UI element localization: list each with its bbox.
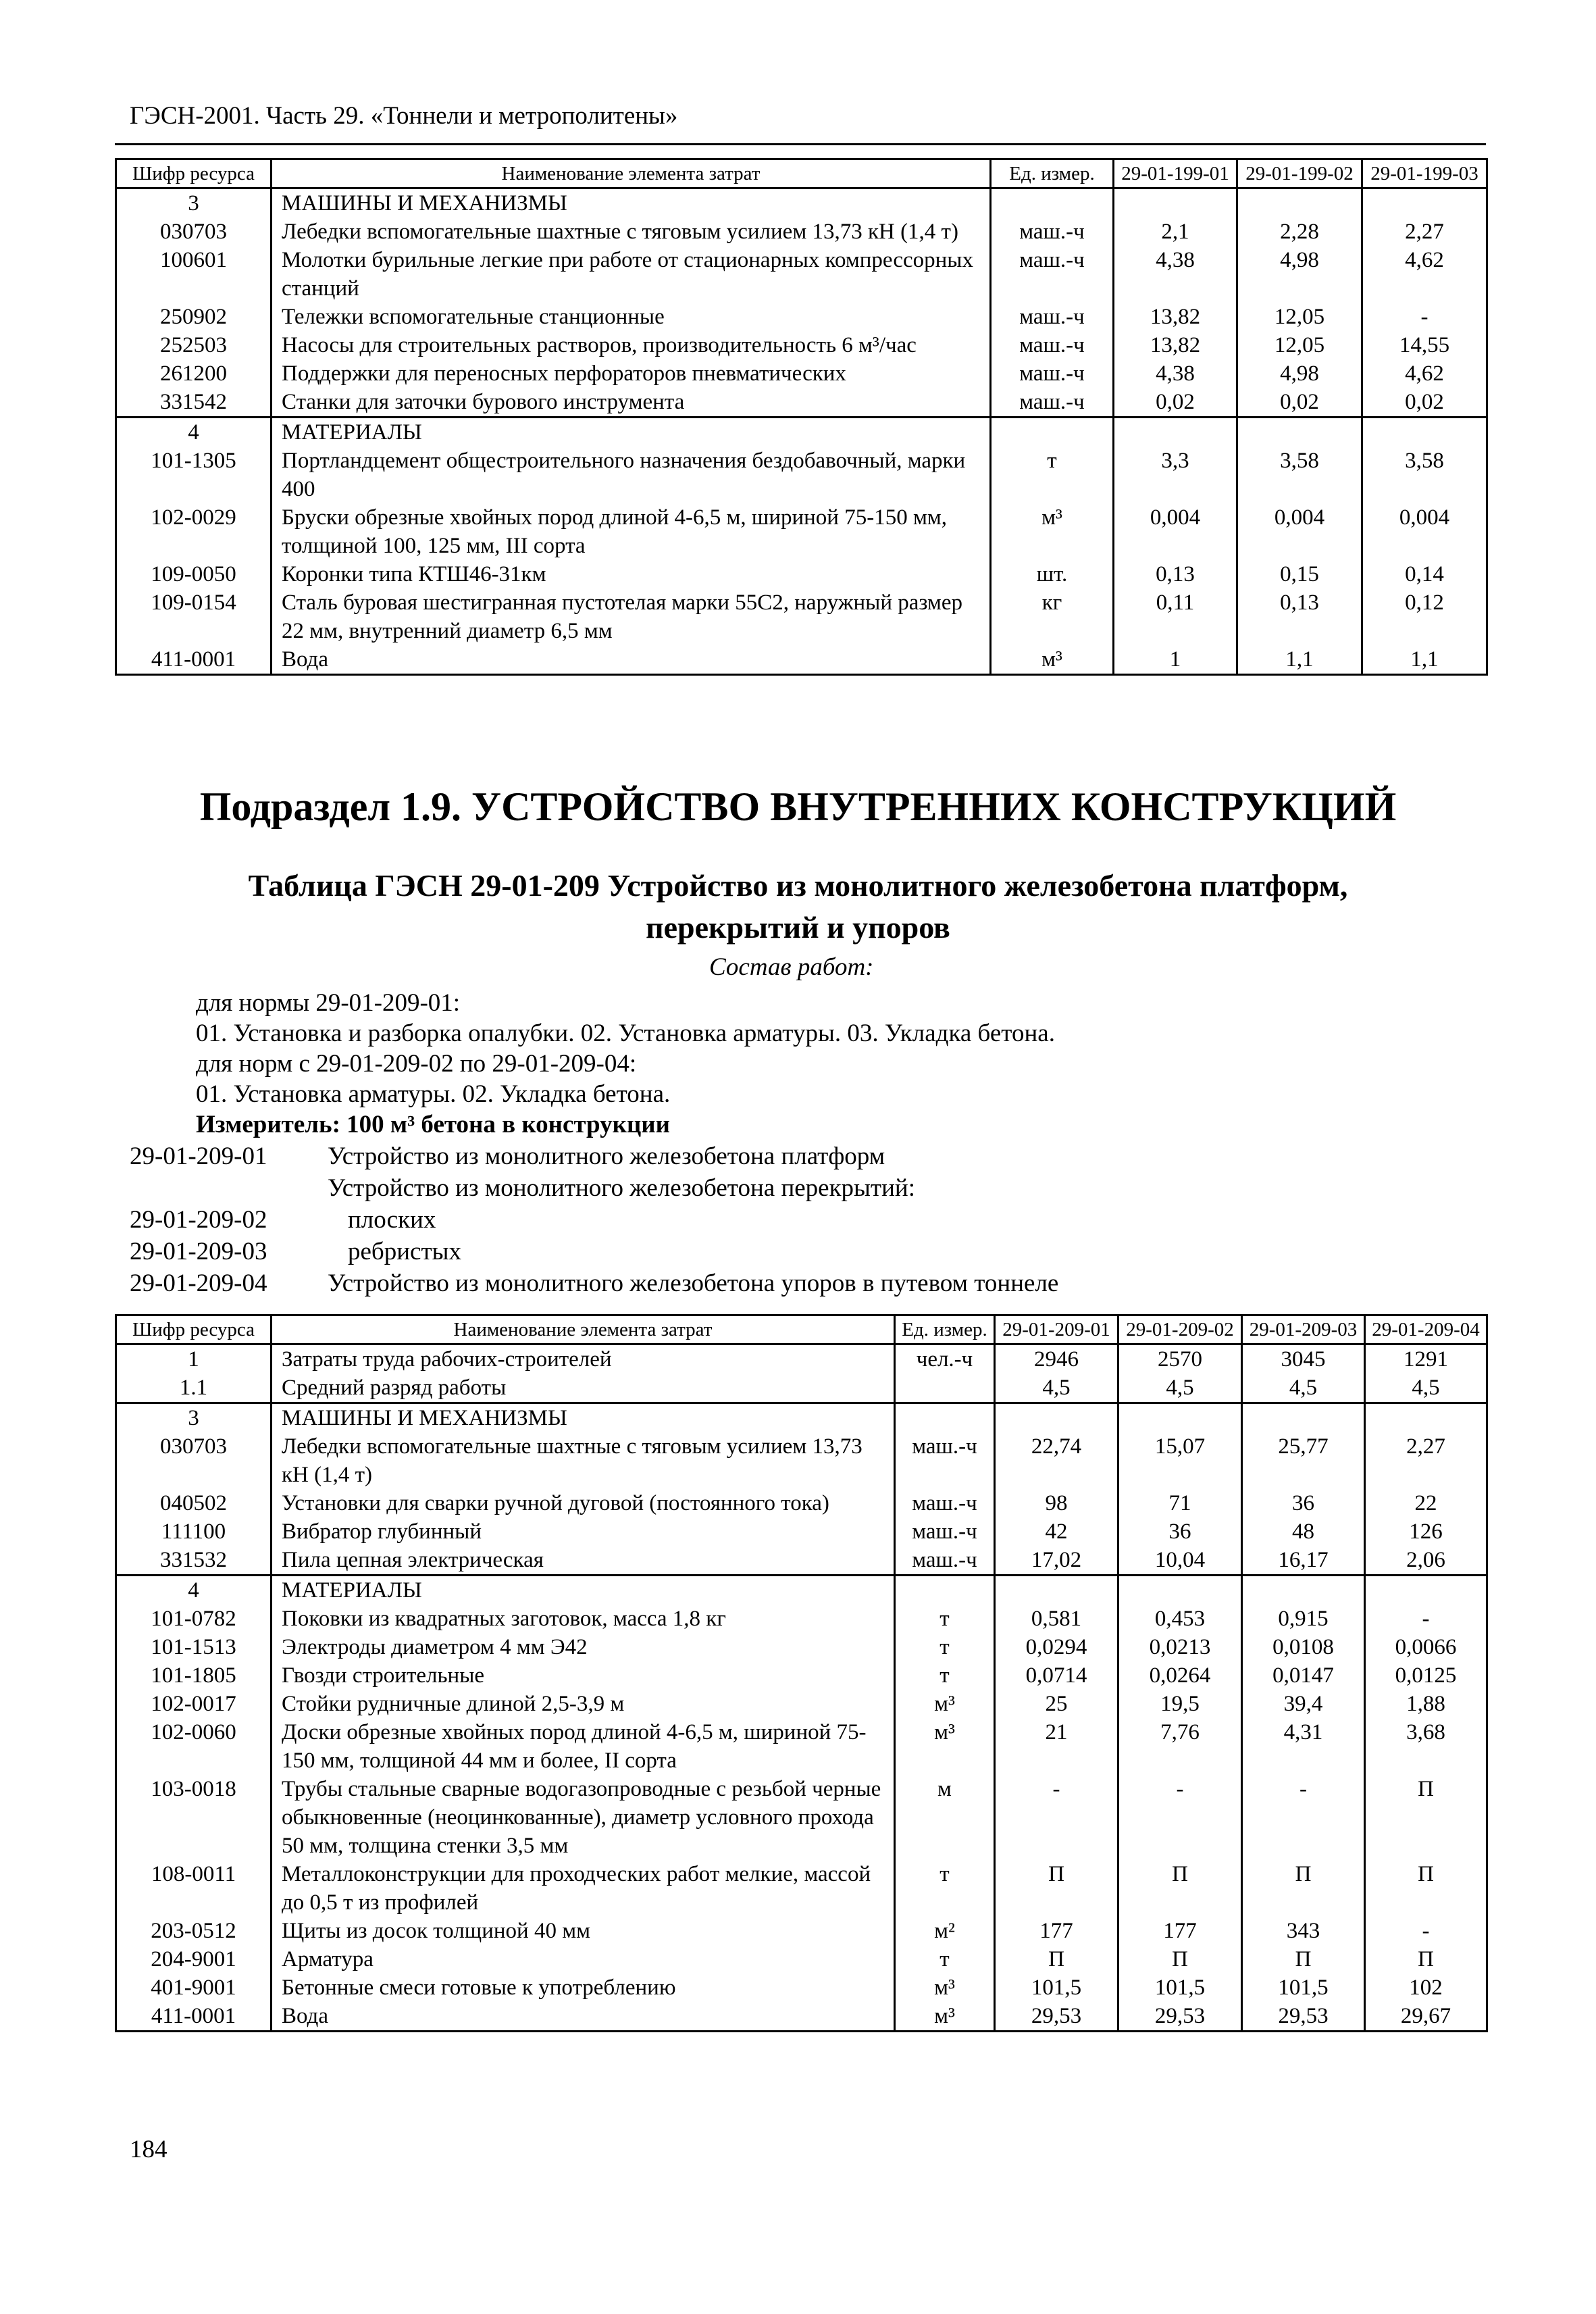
resource-value: - [1365,1917,1487,1945]
resource-value: 0,0066 [1365,1633,1487,1661]
resource-value: 12,05 [1237,303,1362,331]
resource-value: 2,1 [1114,218,1237,246]
resource-code: 101-1305 [116,447,272,503]
resource-value: 71 [1118,1489,1242,1517]
resource-value: 0,0264 [1118,1661,1242,1690]
norm-code: 29-01-209-04 [130,1269,267,1297]
resource-value: 4,5 [1118,1374,1242,1403]
table-row [116,1661,1487,1690]
resource-value: 0,02 [1237,388,1362,418]
table-row [116,1718,1487,1775]
table-body [116,1344,1487,2032]
table-row [116,1546,1487,1576]
section-title: МАШИНЫ И МЕХАНИЗМЫ [272,1403,895,1433]
resource-value: 0,004 [1362,503,1487,560]
resource-value: 0,581 [995,1605,1118,1633]
section-title: МАТЕРИАЛЫ [272,1576,895,1605]
resource-value: 126 [1365,1517,1487,1546]
section-code: 4 [116,418,272,447]
section-value [1237,188,1362,218]
resource-value: 0,004 [1114,503,1237,560]
resource-unit: маш.-ч [991,246,1114,303]
resource-value: 0,12 [1362,588,1487,645]
resource-value: 343 [1242,1917,1365,1945]
resource-code: 411-0001 [116,2002,272,2032]
resource-unit: маш.-ч [991,218,1114,246]
section-value [1118,1403,1242,1433]
section-header-row [116,1403,1487,1433]
resource-value: 48 [1242,1517,1365,1546]
resource-value: 12,05 [1237,331,1362,359]
section-unit [991,188,1114,218]
table-row [116,1945,1487,1973]
resource-name: Сталь буровая шестигранная пустотелая марки 55С2, наружный размер 22 мм, внутренний диаметр 6,5 мм [272,588,991,645]
table-row [116,218,1487,246]
section-value [1114,188,1237,218]
section-value [1362,418,1487,447]
header-name: Наименование элемента затрат [272,159,991,188]
section-value [1365,1403,1487,1433]
resource-value: 36 [1242,1489,1365,1517]
resource-name: Арматура [272,1945,895,1973]
table-row [116,1517,1487,1546]
resource-unit: маш.-ч [895,1546,995,1576]
table-row [116,1917,1487,1945]
resource-code: 252503 [116,331,272,359]
resource-value: 101,5 [1242,1973,1365,2002]
table-row [116,1489,1487,1517]
norm-text: Устройство из монолитного железобетона перекрытий: [328,1174,915,1202]
section-header-row [116,188,1487,218]
resource-unit: т [895,1605,995,1633]
header-norm-col: 29-01-199-02 [1237,159,1362,188]
table-row [116,1860,1487,1917]
header-name: Наименование элемента затрат [272,1315,895,1344]
resource-value: 29,67 [1365,2002,1487,2032]
resource-value: 0,0108 [1242,1633,1365,1661]
section-value [995,1403,1118,1433]
section-header-row [116,1344,1487,1374]
resource-name: Вода [272,645,991,675]
resource-value: П [1118,1945,1242,1973]
resource-unit: шт. [991,560,1114,588]
resource-value: 42 [995,1517,1118,1546]
resource-code: 203-0512 [116,1917,272,1945]
resource-value: - [1362,303,1487,331]
resource-code: 100601 [116,246,272,303]
section-value [1237,418,1362,447]
resource-value: 25,77 [1242,1432,1365,1489]
resource-code: 102-0060 [116,1718,272,1775]
table-header-row [116,159,1487,188]
table-row [116,303,1487,331]
resource-value: 1,1 [1362,645,1487,675]
resource-value: 29,53 [1242,2002,1365,2032]
section-unit: чел.-ч [895,1344,995,1374]
table-row [116,503,1487,560]
resource-name: Лебедки вспомогательные шахтные с тяговым усилием 13,73 кН (1,4 т) [272,1432,895,1489]
resource-value: - [1242,1775,1365,1860]
work-line: для норм с 29-01-209-02 по 29-01-209-04: [196,1050,637,1078]
header-unit: Ед. измер. [991,159,1114,188]
resource-name: Бруски обрезные хвойных пород длиной 4-6,5 м, шириной 75-150 мм, толщиной 100, 125 мм, III сорта [272,503,991,560]
resource-code: 040502 [116,1489,272,1517]
resource-code: 109-0050 [116,560,272,588]
header-code: Шифр ресурса [116,159,272,188]
resource-unit: м² [895,1917,995,1945]
resource-name: Лебедки вспомогательные шахтные с тяговым усилием 13,73 кН (1,4 т) [272,218,991,246]
resource-code: 103-0018 [116,1775,272,1860]
resource-value: 3,58 [1362,447,1487,503]
subsection-title: Подраздел 1.9. УСТРОЙСТВО ВНУТРЕННИХ КОНСТРУКЦИЙ [199,784,1397,829]
resource-value: 1,88 [1365,1690,1487,1718]
resource-code: 111100 [116,1517,272,1546]
resource-value: 4,31 [1242,1718,1365,1775]
resource-value: 3,68 [1365,1718,1487,1775]
resource-value: П [1242,1860,1365,1917]
resource-code: 108-0011 [116,1860,272,1917]
resource-name: Станки для заточки бурового инструмента [272,388,991,418]
table-body [116,188,1487,675]
resource-value: 17,02 [995,1546,1118,1576]
resource-value: 16,17 [1242,1546,1365,1576]
table-title [101,865,1495,949]
resource-value: 102 [1365,1973,1487,2002]
resource-code: 101-0782 [116,1605,272,1633]
resource-value: 101,5 [1118,1973,1242,2002]
norm-text: Устройство из монолитного железобетона платформ [328,1142,885,1170]
resource-name: Коронки типа КТШ46-31км [272,560,991,588]
resource-value: П [995,1860,1118,1917]
section-header-row [116,1576,1487,1605]
table-row [116,447,1487,503]
resource-name: Вода [272,2002,895,2032]
resource-value: 0,14 [1362,560,1487,588]
resource-value: 13,82 [1114,331,1237,359]
resource-value: 0,0294 [995,1633,1118,1661]
table-row [116,560,1487,588]
section-title: МАТЕРИАЛЫ [272,418,991,447]
resource-value: 29,53 [995,2002,1118,2032]
resource-value: 4,62 [1362,246,1487,303]
resource-unit: м³ [991,503,1114,560]
resource-name: Установки для сварки ручной дуговой (постоянного тока) [272,1489,895,1517]
resource-value: 98 [995,1489,1118,1517]
table-row [116,1605,1487,1633]
resource-unit [895,1374,995,1403]
norm-text: ребристых [348,1238,461,1265]
resource-value: 0,13 [1237,588,1362,645]
section-unit [991,418,1114,447]
resource-value: - [1118,1775,1242,1860]
table-row [116,331,1487,359]
header-rule [115,143,1486,145]
resource-unit: м³ [991,645,1114,675]
resource-name: Металлоконструкции для проходческих работ мелкие, массой до 0,5 т из профилей [272,1860,895,1917]
norm-code: 29-01-209-03 [130,1238,267,1265]
section-value [1242,1576,1365,1605]
table-row [116,1690,1487,1718]
resource-value: 0,004 [1237,503,1362,560]
resource-name: Стойки рудничные длиной 2,5-3,9 м [272,1690,895,1718]
table-row [116,1633,1487,1661]
header-norm-col: 29-01-199-03 [1362,159,1487,188]
resource-value: 0,15 [1237,560,1362,588]
table-row [116,1374,1487,1403]
work-line: 01. Установка и разборка опалубки. 02. Установка арматуры. 03. Укладка бетона. [196,1020,1055,1047]
resource-unit: т [895,1860,995,1917]
resource-value: 0,0147 [1242,1661,1365,1690]
resource-value: П [1365,1860,1487,1917]
resource-unit: т [895,1945,995,1973]
header-unit: Ед. измер. [895,1315,995,1344]
resource-value: 0,915 [1242,1605,1365,1633]
resource-value: 4,62 [1362,359,1487,388]
header-norm-col: 29-01-209-04 [1365,1315,1487,1344]
resource-code: 411-0001 [116,645,272,675]
work-line: 01. Установка арматуры. 02. Укладка бетона. [196,1080,671,1108]
resource-value: 4,5 [1365,1374,1487,1403]
resource-code: 101-1805 [116,1661,272,1690]
resource-unit: маш.-ч [991,303,1114,331]
section-value: 2946 [995,1344,1118,1374]
resource-value: 4,98 [1237,246,1362,303]
resource-name: Поковки из квадратных заготовок, масса 1,8 кг [272,1605,895,1633]
resource-value: 29,53 [1118,2002,1242,2032]
table-row [116,588,1487,645]
resource-unit: т [895,1633,995,1661]
resource-value: - [995,1775,1118,1860]
resource-value: 0,13 [1114,560,1237,588]
resource-name: Бетонные смеси готовые к употреблению [272,1973,895,2002]
resource-value: 177 [995,1917,1118,1945]
resource-value: 7,76 [1118,1718,1242,1775]
header-norm-col: 29-01-199-01 [1114,159,1237,188]
section-value [1118,1576,1242,1605]
resource-value: 177 [1118,1917,1242,1945]
table-title-line: перекрытий и упоров [646,910,950,945]
resource-code: 204-9001 [116,1945,272,1973]
section-code: 4 [116,1576,272,1605]
resource-name: Трубы стальные сварные водогазопроводные с резьбой черные обыкновенные (неоцинкованные), диаметр условного прохода 50 мм, толщина стенки 3,5 мм [272,1775,895,1860]
section-code: 1 [116,1344,272,1374]
resource-value: 0,453 [1118,1605,1242,1633]
resource-unit: м³ [895,1690,995,1718]
resource-name: Тележки вспомогательные станционные [272,303,991,331]
resource-code: 102-0017 [116,1690,272,1718]
resource-name: Доски обрезные хвойных пород длиной 4-6,5 м, шириной 75-150 мм, толщиной 44 мм и более, II сорта [272,1718,895,1775]
header-norm-col: 29-01-209-01 [995,1315,1118,1344]
resource-value: П [1365,1775,1487,1860]
resource-value: 36 [1118,1517,1242,1546]
resource-value: 0,02 [1114,388,1237,418]
resource-unit: т [991,447,1114,503]
resource-code: 250902 [116,303,272,331]
section-title: МАШИНЫ И МЕХАНИЗМЫ [272,188,991,218]
section-code: 3 [116,188,272,218]
resource-name: Вибратор глубинный [272,1517,895,1546]
resource-unit: м³ [895,1973,995,2002]
resource-value: 1,1 [1237,645,1362,675]
resource-code: 109-0154 [116,588,272,645]
resource-value: 4,98 [1237,359,1362,388]
resource-code: 030703 [116,1432,272,1489]
resource-unit: т [895,1661,995,1690]
header-code: Шифр ресурса [116,1315,272,1344]
norm-text: Устройство из монолитного железобетона упоров в путевом тоннеле [328,1269,1059,1297]
resource-unit: м [895,1775,995,1860]
resource-code: 101-1513 [116,1633,272,1661]
section-code: 3 [116,1403,272,1433]
section-value [1242,1403,1365,1433]
resource-unit: кг [991,588,1114,645]
resource-unit: м³ [895,1718,995,1775]
section-title: Затраты труда рабочих-строителей [272,1344,895,1374]
section-value [1365,1576,1487,1605]
resource-name: Гвозди строительные [272,1661,895,1690]
works-heading: Состав работ: [709,953,874,981]
resource-unit: маш.-ч [991,388,1114,418]
resource-value: 25 [995,1690,1118,1718]
resource-value: 2,27 [1362,218,1487,246]
resource-code: 331542 [116,388,272,418]
resource-value: 19,5 [1118,1690,1242,1718]
resource-unit: маш.-ч [895,1489,995,1517]
resource-name: Поддержки для переносных перфораторов пневматических [272,359,991,388]
header-norm-col: 29-01-209-02 [1118,1315,1242,1344]
resource-unit: маш.-ч [991,359,1114,388]
resource-name: Щиты из досок толщиной 40 мм [272,1917,895,1945]
resource-code: 261200 [116,359,272,388]
resource-value: 1 [1114,645,1237,675]
resource-value: 3,58 [1237,447,1362,503]
resource-value: 2,06 [1365,1546,1487,1576]
resource-value: 10,04 [1118,1546,1242,1576]
resource-value: 4,5 [995,1374,1118,1403]
resource-value: 101,5 [995,1973,1118,2002]
resource-value: П [1242,1945,1365,1973]
resource-value: П [995,1945,1118,1973]
table-row [116,388,1487,418]
section-value [1114,418,1237,447]
resource-code: 102-0029 [116,503,272,560]
resource-unit: маш.-ч [895,1432,995,1489]
resource-value: 0,0213 [1118,1633,1242,1661]
resource-table-199 [115,158,1488,676]
table-header-row [116,1315,1487,1344]
resource-value: 21 [995,1718,1118,1775]
header-norm-col: 29-01-209-03 [1242,1315,1365,1344]
norm-code: 29-01-209-02 [130,1206,267,1234]
table-row [116,359,1487,388]
section-unit [895,1576,995,1605]
resource-code: 1.1 [116,1374,272,1403]
resource-name: Портландцемент общестроительного назначения бездобавочный, марки 400 [272,447,991,503]
resource-value: П [1118,1860,1242,1917]
resource-value: П [1365,1945,1487,1973]
resource-value: 14,55 [1362,331,1487,359]
resource-table-209 [115,1314,1488,2032]
section-value [1362,188,1487,218]
table-title-line: Таблица ГЭСН 29-01-209 Устройство из монолитного железобетона платформ, [248,868,1348,903]
resource-value: 4,5 [1242,1374,1365,1403]
table-row [116,2002,1487,2032]
resource-name: Насосы для строительных растворов, производительность 6 м³/час [272,331,991,359]
page-number: 184 [130,2136,168,2163]
section-value: 3045 [1242,1344,1365,1374]
resource-code: 331532 [116,1546,272,1576]
resource-unit: маш.-ч [895,1517,995,1546]
resource-value: 0,02 [1362,388,1487,418]
resource-value: 13,82 [1114,303,1237,331]
section-header-row [116,418,1487,447]
resource-value: 15,07 [1118,1432,1242,1489]
section-unit [895,1403,995,1433]
resource-name: Электроды диаметром 4 мм Э42 [272,1633,895,1661]
table-row [116,1775,1487,1860]
resource-name: Средний разряд работы [272,1374,895,1403]
norm-code: 29-01-209-01 [130,1142,267,1170]
resource-name: Молотки бурильные легкие при работе от стационарных компрессорных станций [272,246,991,303]
resource-value: 0,0714 [995,1661,1118,1690]
resource-value: 39,4 [1242,1690,1365,1718]
section-value: 1291 [1365,1344,1487,1374]
resource-name: Пила цепная электрическая [272,1546,895,1576]
resource-value: 3,3 [1114,447,1237,503]
resource-value: 4,38 [1114,246,1237,303]
norm-text: плоских [348,1206,436,1234]
section-value [995,1576,1118,1605]
resource-value: 2,28 [1237,218,1362,246]
resource-code: 030703 [116,218,272,246]
resource-unit: маш.-ч [991,331,1114,359]
meter-label: Измеритель: 100 м³ бетона в конструкции [196,1111,670,1138]
running-head: ГЭСН-2001. Часть 29. «Тоннели и метрополитены» [130,102,678,130]
resource-value: 2,27 [1365,1432,1487,1489]
resource-value: 0,0125 [1365,1661,1487,1690]
section-value: 2570 [1118,1344,1242,1374]
resource-value: - [1365,1605,1487,1633]
resource-value: 22,74 [995,1432,1118,1489]
resource-unit: м³ [895,2002,995,2032]
table-row [116,1432,1487,1489]
table-row [116,1973,1487,2002]
resource-code: 401-9001 [116,1973,272,2002]
table-row [116,246,1487,303]
resource-value: 0,11 [1114,588,1237,645]
resource-value: 4,38 [1114,359,1237,388]
resource-value: 22 [1365,1489,1487,1517]
work-line: для нормы 29-01-209-01: [196,989,461,1017]
table-row [116,645,1487,675]
